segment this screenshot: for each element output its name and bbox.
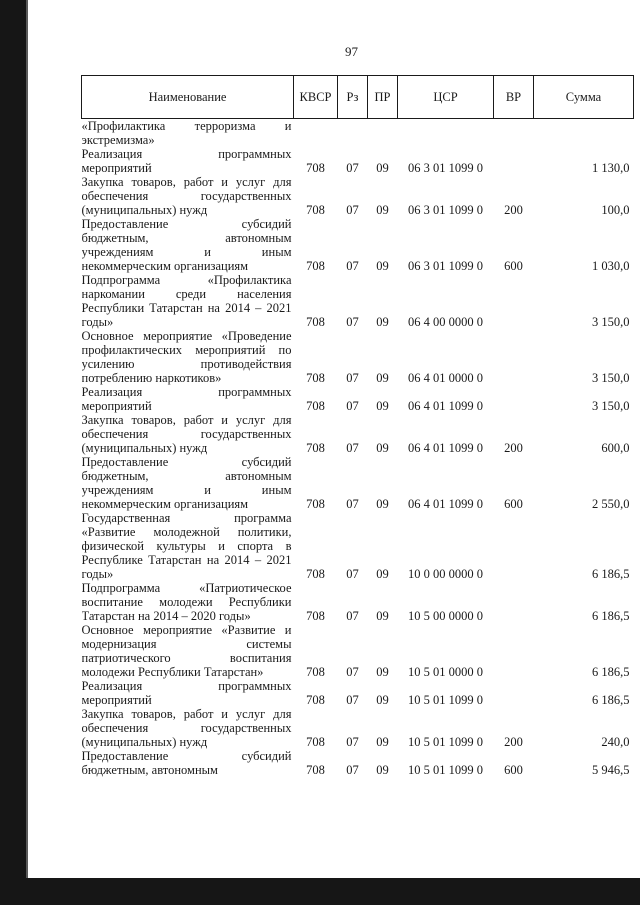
cell-vr: 600 xyxy=(504,497,523,511)
cell-pr: 09 xyxy=(376,693,389,707)
cell-rz: 07 xyxy=(346,693,359,707)
cell-name-line: бюджетным, автономным xyxy=(81,231,292,245)
cell-pr: 09 xyxy=(376,497,389,511)
cell-vr: 600 xyxy=(504,763,523,777)
cell-csr: 10 5 01 1099 0 xyxy=(408,693,483,707)
header-csr: ЦСР xyxy=(398,76,494,119)
cell-sum: 1 130,0 xyxy=(592,161,630,175)
cell-name xyxy=(82,413,294,455)
cell-pr: 09 xyxy=(376,567,389,581)
cell-name-line: (муниципальных) нужд xyxy=(81,735,208,749)
cell-csr: 06 3 01 1099 0 xyxy=(408,161,483,175)
cell-sum: 6 186,5 xyxy=(592,567,630,581)
cell-kvsr: 708 xyxy=(306,371,325,385)
budget-table xyxy=(81,75,634,777)
cell-kvsr: 708 xyxy=(306,399,325,413)
cell-name xyxy=(82,511,294,581)
cell-name xyxy=(82,707,294,749)
cell-vr xyxy=(494,623,534,679)
table-row xyxy=(82,175,634,217)
cell-name-line: Основное мероприятие «Развитие и xyxy=(81,623,292,637)
cell-name-line: физической культуры и спорта в xyxy=(81,539,292,553)
cell-name-line: профилактических мероприятий по xyxy=(81,343,292,357)
cell-kvsr: 708 xyxy=(306,763,325,777)
cell-vr xyxy=(494,329,534,385)
cell-name-line: Республики Татарстан на 2014 – 2021 xyxy=(81,301,292,315)
cell-vr xyxy=(494,581,534,623)
cell-name-line: Реализация программных xyxy=(81,679,292,693)
cell-name xyxy=(82,749,294,777)
cell-csr: 06 4 01 0000 0 xyxy=(408,371,483,385)
cell-csr: 10 5 00 0000 0 xyxy=(408,609,483,623)
cell-name xyxy=(82,175,294,217)
cell-sum: 3 150,0 xyxy=(592,371,630,385)
header-sum: Сумма xyxy=(534,76,634,119)
cell-name-line: модернизация системы xyxy=(81,637,292,651)
cell-name-line: мероприятий xyxy=(81,161,152,175)
cell-rz: 07 xyxy=(346,161,359,175)
cell-name xyxy=(82,581,294,623)
cell-csr: 06 3 01 1099 0 xyxy=(408,203,483,217)
table-row xyxy=(82,413,634,455)
scan-bottom-edge xyxy=(0,878,640,905)
cell-name-line: усилению противодействия xyxy=(81,357,292,371)
table-header xyxy=(82,76,634,119)
page-number: 97 xyxy=(345,44,358,59)
cell-sum: 2 550,0 xyxy=(592,497,630,511)
header-name: Наименование xyxy=(82,76,294,119)
cell-name-line: (муниципальных) нужд xyxy=(81,203,208,217)
cell-kvsr: 708 xyxy=(306,259,325,273)
cell-vr: 200 xyxy=(504,735,523,749)
cell-sum: 6 186,5 xyxy=(592,693,630,707)
cell-name-line: потреблению наркотиков» xyxy=(81,371,222,385)
cell-vr xyxy=(494,147,534,175)
cell-sum: 6 186,5 xyxy=(592,665,630,679)
cell-name-line: «Развитие молодежной политики, xyxy=(81,525,292,539)
cell-rz: 07 xyxy=(346,735,359,749)
cell-csr: 06 3 01 1099 0 xyxy=(408,259,483,273)
cell-csr: 06 4 00 0000 0 xyxy=(408,315,483,329)
cell-sum: 240,0 xyxy=(601,735,630,749)
cell-sum: 600,0 xyxy=(601,441,630,455)
cell-name xyxy=(82,455,294,511)
cell-name-line: бюджетным, автономным xyxy=(81,763,218,777)
cell-csr xyxy=(398,119,494,148)
table-row xyxy=(82,749,634,777)
cell-kvsr: 708 xyxy=(306,441,325,455)
cell-name-line: некоммерческим организациям xyxy=(81,497,249,511)
cell-sum: 3 150,0 xyxy=(592,315,630,329)
cell-name-line: Татарстан на 2014 – 2020 годы» xyxy=(81,609,251,623)
cell-rz: 07 xyxy=(346,567,359,581)
cell-kvsr: 708 xyxy=(306,735,325,749)
cell-name xyxy=(82,147,294,175)
cell-vr xyxy=(494,511,534,581)
cell-name xyxy=(82,119,294,148)
cell-name-line: обеспечения государственных xyxy=(81,189,292,203)
cell-pr xyxy=(368,119,398,148)
table-row xyxy=(82,623,634,679)
cell-name-line: некоммерческим организациям xyxy=(81,259,249,273)
scan-left-edge xyxy=(0,0,26,905)
cell-name-line: воспитание молодежи Республики xyxy=(81,595,292,609)
cell-name xyxy=(82,679,294,707)
cell-rz: 07 xyxy=(346,203,359,217)
cell-name-line: Закупка товаров, работ и услуг для xyxy=(81,707,292,721)
cell-name xyxy=(82,217,294,273)
cell-name-line: экстремизма» xyxy=(81,133,155,147)
cell-name xyxy=(82,273,294,329)
cell-rz: 07 xyxy=(346,763,359,777)
cell-name-line: годы» xyxy=(81,567,114,581)
cell-name-line: учреждениям и иным xyxy=(81,483,292,497)
cell-pr: 09 xyxy=(376,161,389,175)
table-row xyxy=(82,217,634,273)
cell-name xyxy=(82,385,294,413)
cell-pr: 09 xyxy=(376,315,389,329)
cell-sum: 1 030,0 xyxy=(592,259,630,273)
cell-vr: 200 xyxy=(504,203,523,217)
cell-pr: 09 xyxy=(376,203,389,217)
cell-kvsr: 708 xyxy=(306,665,325,679)
cell-name-line: обеспечения государственных xyxy=(81,427,292,441)
cell-name-line: патриотического воспитания xyxy=(81,651,292,665)
cell-pr: 09 xyxy=(376,735,389,749)
table-row xyxy=(82,581,634,623)
cell-rz: 07 xyxy=(346,371,359,385)
cell-csr: 06 4 01 1099 0 xyxy=(408,441,483,455)
cell-pr: 09 xyxy=(376,259,389,273)
cell-name-line: Реализация программных xyxy=(81,385,292,399)
cell-name-line: Предоставление субсидий xyxy=(81,455,292,469)
header-kvsr: КВСР xyxy=(294,76,338,119)
cell-rz: 07 xyxy=(346,665,359,679)
table-row xyxy=(82,679,634,707)
cell-name-line: (муниципальных) нужд xyxy=(81,441,208,455)
cell-name-line: Государственная программа xyxy=(81,511,292,525)
cell-kvsr: 708 xyxy=(306,315,325,329)
cell-pr: 09 xyxy=(376,399,389,413)
cell-kvsr: 708 xyxy=(306,567,325,581)
cell-name-line: годы» xyxy=(81,315,114,329)
cell-name-line: Подпрограмма «Патриотическое xyxy=(81,581,292,595)
scan-left-edge-shadow xyxy=(26,0,28,905)
cell-sum: 6 186,5 xyxy=(592,609,630,623)
cell-name-line: Основное мероприятие «Проведение xyxy=(81,329,292,343)
cell-sum: 5 946,5 xyxy=(592,763,630,777)
table-row xyxy=(82,273,634,329)
header-rz: Рз xyxy=(338,76,368,119)
cell-pr: 09 xyxy=(376,609,389,623)
cell-name xyxy=(82,623,294,679)
cell-name-line: обеспечения государственных xyxy=(81,721,292,735)
cell-name-line: Реализация программных xyxy=(81,147,292,161)
cell-kvsr: 708 xyxy=(306,693,325,707)
cell-kvsr xyxy=(294,119,338,148)
cell-pr: 09 xyxy=(376,665,389,679)
cell-name-line: учреждениям и иным xyxy=(81,245,292,259)
cell-pr: 09 xyxy=(376,763,389,777)
cell-csr: 10 5 01 1099 0 xyxy=(408,735,483,749)
cell-sum: 3 150,0 xyxy=(592,399,630,413)
cell-rz: 07 xyxy=(346,399,359,413)
table-body xyxy=(82,119,634,778)
cell-name-line: Закупка товаров, работ и услуг для xyxy=(81,175,292,189)
cell-rz: 07 xyxy=(346,609,359,623)
cell-rz: 07 xyxy=(346,441,359,455)
cell-name xyxy=(82,329,294,385)
cell-csr: 10 5 01 0000 0 xyxy=(408,665,483,679)
cell-vr xyxy=(494,273,534,329)
table-row xyxy=(82,511,634,581)
cell-name-line: мероприятий xyxy=(81,693,152,707)
cell-name-line: Закупка товаров, работ и услуг для xyxy=(81,413,292,427)
cell-csr: 10 5 01 1099 0 xyxy=(408,763,483,777)
cell-name-line: бюджетным, автономным xyxy=(81,469,292,483)
cell-rz xyxy=(338,119,368,148)
table-row xyxy=(82,147,634,175)
cell-vr xyxy=(494,385,534,413)
cell-name-line: молодежи Республики Татарстан» xyxy=(81,665,264,679)
cell-kvsr: 708 xyxy=(306,609,325,623)
cell-vr xyxy=(494,679,534,707)
header-vr: ВР xyxy=(494,76,534,119)
cell-pr: 09 xyxy=(376,441,389,455)
table-row xyxy=(82,707,634,749)
cell-name-line: Подпрограмма «Профилактика xyxy=(81,273,292,287)
cell-sum xyxy=(534,119,634,148)
table-row xyxy=(82,385,634,413)
cell-vr: 600 xyxy=(504,259,523,273)
table-row xyxy=(82,329,634,385)
cell-rz: 07 xyxy=(346,259,359,273)
cell-csr: 06 4 01 1099 0 xyxy=(408,399,483,413)
table-row xyxy=(82,455,634,511)
cell-kvsr: 708 xyxy=(306,497,325,511)
cell-name-line: наркомании среди населения xyxy=(81,287,292,301)
cell-csr: 10 0 00 0000 0 xyxy=(408,567,483,581)
cell-kvsr: 708 xyxy=(306,203,325,217)
cell-vr xyxy=(494,119,534,148)
cell-rz: 07 xyxy=(346,315,359,329)
cell-pr: 09 xyxy=(376,371,389,385)
cell-name-line: Предоставление субсидий xyxy=(81,749,292,763)
cell-sum: 100,0 xyxy=(601,203,630,217)
cell-name-line: мероприятий xyxy=(81,399,152,413)
header-pr: ПР xyxy=(368,76,398,119)
cell-csr: 06 4 01 1099 0 xyxy=(408,497,483,511)
cell-name-line: Республике Татарстан на 2014 – 2021 xyxy=(81,553,292,567)
table-row xyxy=(82,119,634,148)
cell-name-line: Предоставление субсидий xyxy=(81,217,292,231)
cell-rz: 07 xyxy=(346,497,359,511)
cell-kvsr: 708 xyxy=(306,161,325,175)
cell-name-line: «Профилактика терроризма и xyxy=(81,119,292,133)
cell-vr: 200 xyxy=(504,441,523,455)
